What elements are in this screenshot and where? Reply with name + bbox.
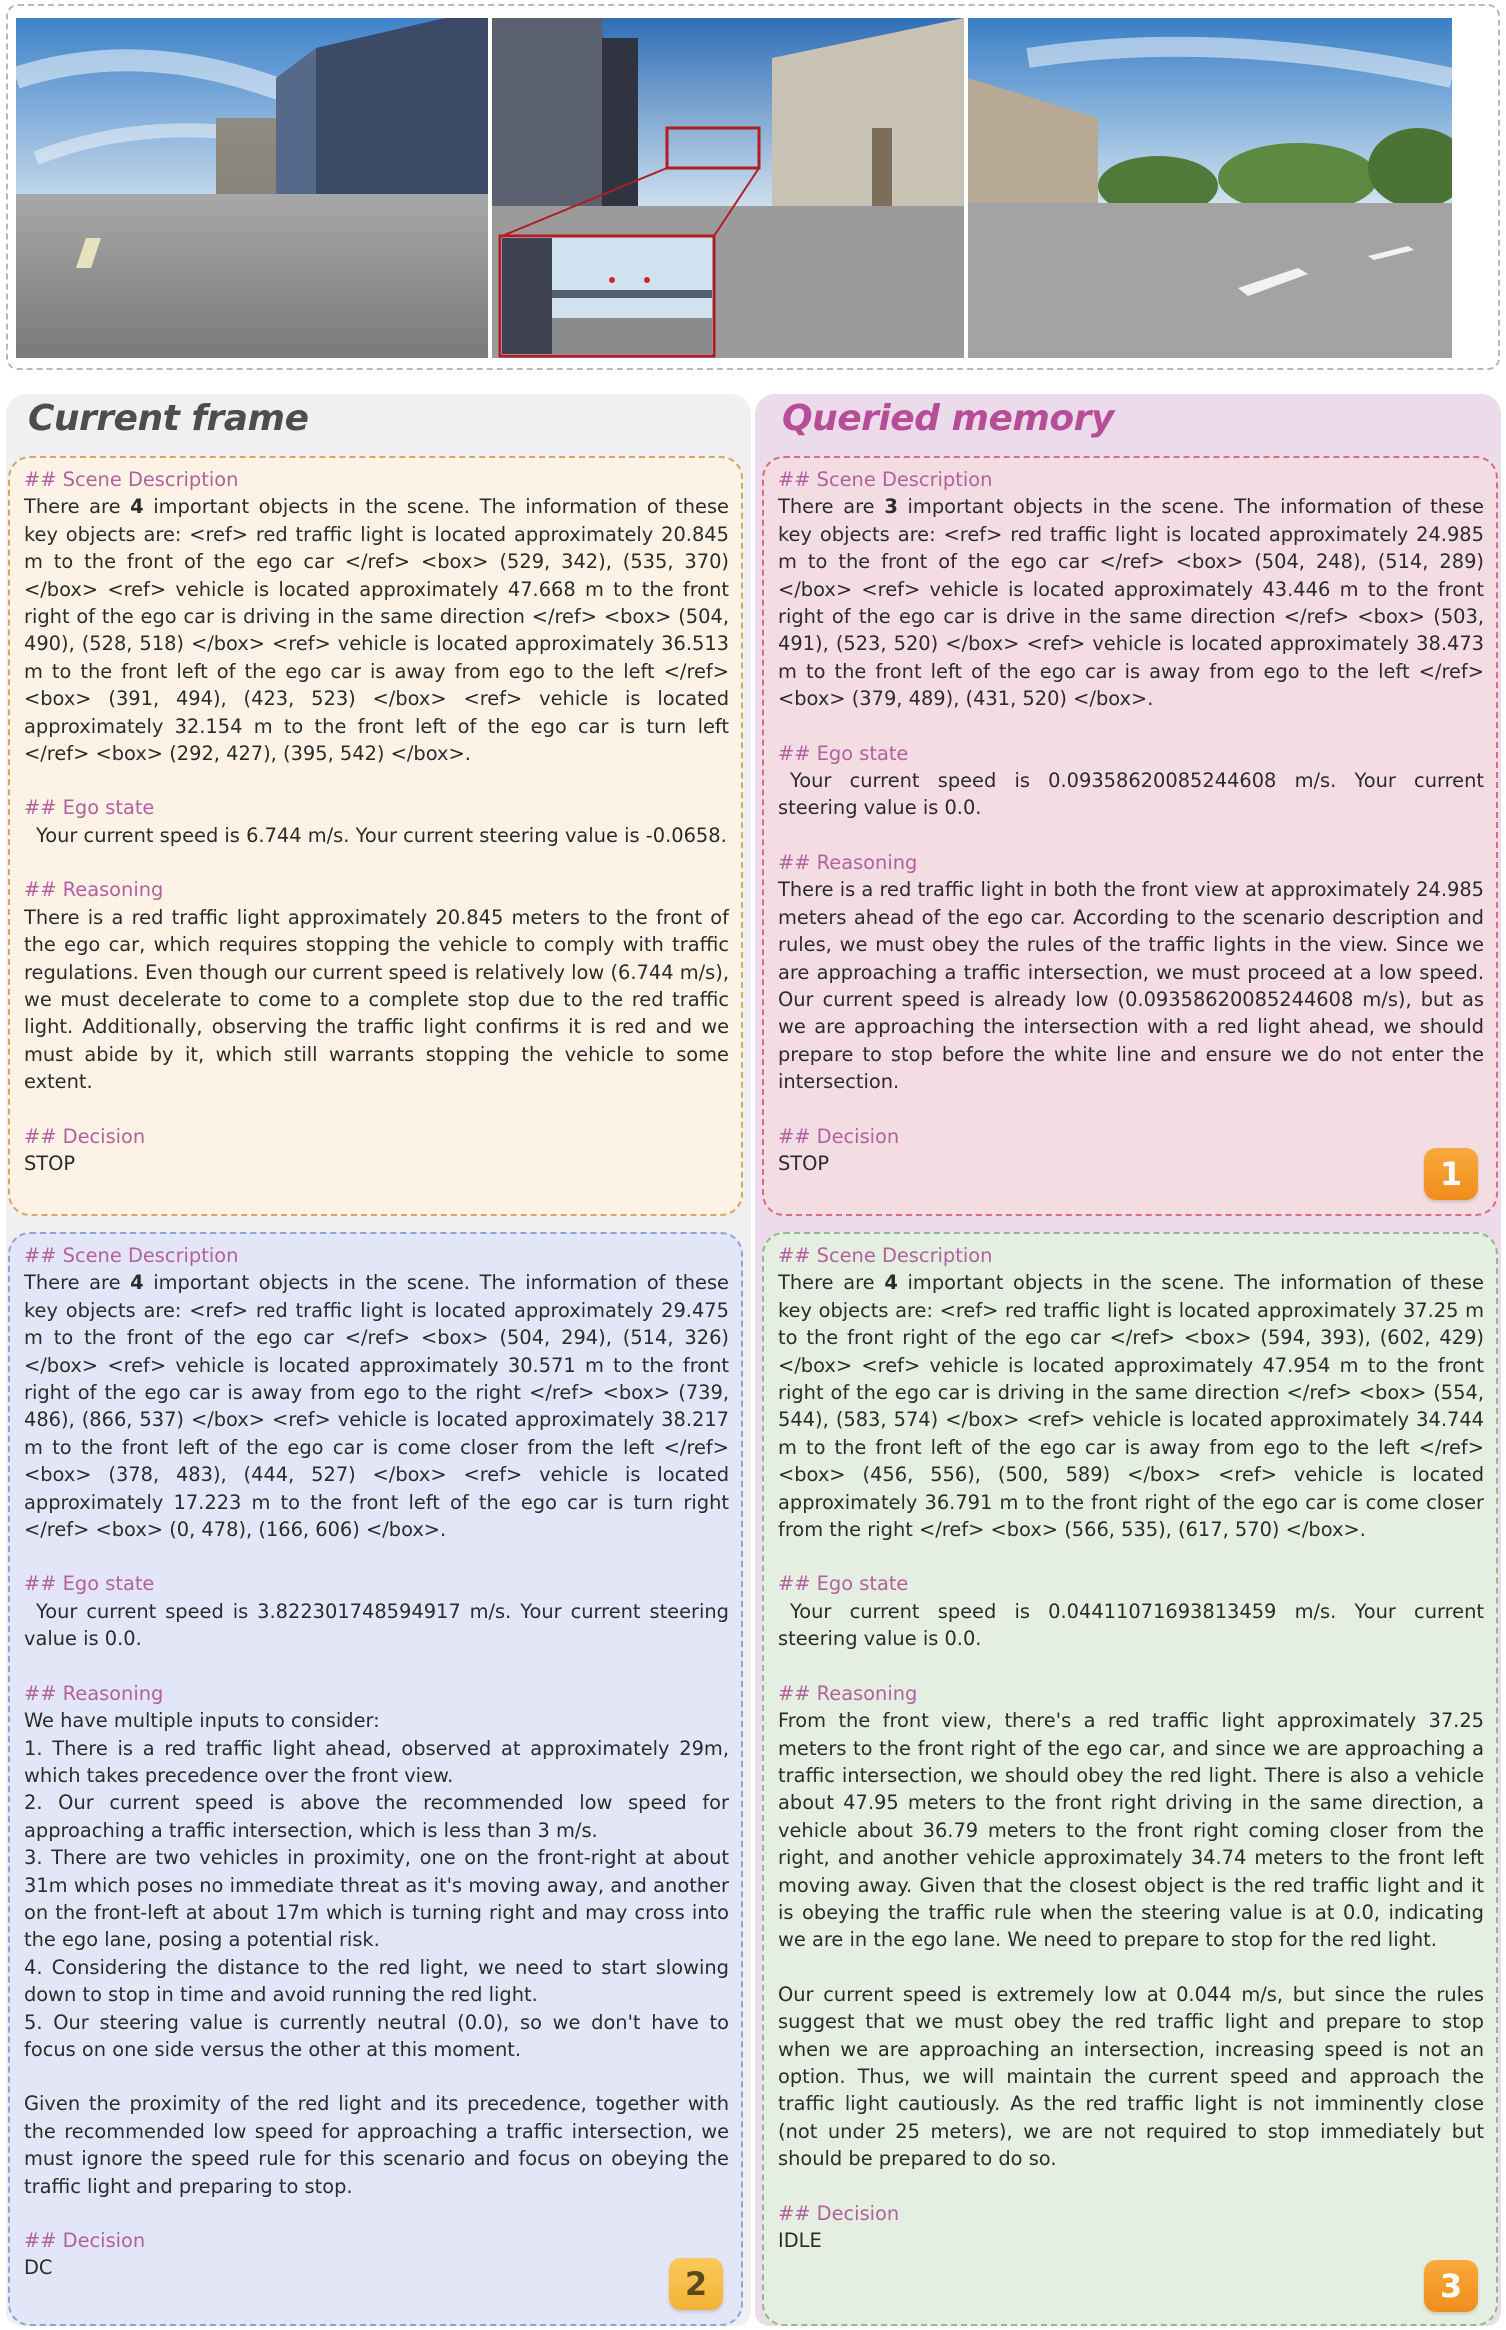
decision-label: ## Decision <box>778 1124 900 1148</box>
ego-state-text: Your current speed is 3.822301748594917 m/s. Your current steering value is 0.0. <box>24 1599 729 1651</box>
memory-rank-badge: 3 <box>1424 2260 1478 2312</box>
current-frame-title: Current frame <box>28 398 309 439</box>
scene-description-text: There are 4 important objects in the scene. The information of these key objects are: <ref> red traffic light is located approximately 20.845 m to the front of the ego car </ref> <box> (529, 342), (535, 370) </box> <ref> vehicle is located approximately 47.668 m to the front right of the ego car is driving in the same direction </ref> <box> (504, 490), (528, 518) </box> <ref> vehicle is located approximately 36.513 m to the front left of the ego car is away from ego to the left </ref> <box> (391, 494), (423, 523) </box> <ref> vehicle is located approximately 32.154 m to the front left of the ego car is turn left </ref> <box> (292, 427), (395, 542) </box>. <box>24 495 729 766</box>
decision-label: ## Decision <box>778 2201 900 2225</box>
reasoning-label: ## Reasoning <box>24 1681 164 1705</box>
scene-description-label: ## Scene Description <box>24 468 239 491</box>
reasoning-intro: We have multiple inputs to consider: <box>24 1709 380 1733</box>
reasoning-text: There is a red traffic light in both the front view at approximately 24.985 meters ahead of the ego car. According to the scenario description and rules, we must obey the rules of the traffic lights in the view. Since we are approaching a traffic intersection, we must proceed at a low speed. Our current speed is already low (0.09358620085244608 m/s), but as we are approaching the intersection with a red light ahead, we should prepare to stop before the white line and ensure we do not enter the intersection. <box>778 878 1484 1094</box>
reasoning-label: ## Reasoning <box>778 1681 918 1705</box>
reasoning-item: 2. Our current speed is above the recommended low speed for approaching a traffic intersection, which is less than 3 m/s. <box>24 1791 729 1842</box>
queried-memory-title: Queried memory <box>782 398 1114 439</box>
reasoning-item: 1. There is a red traffic light ahead, observed at approximately 29m, which takes precedence over the front view. <box>24 1736 729 1787</box>
memory-rank-badge: 1 <box>1424 1148 1478 1200</box>
camera-image-memory-zoom <box>492 18 964 358</box>
scene-description-text: There are 4 important objects in the scene. The information of these key objects are: <ref> red traffic light is located approximately 29.475 m to the front of the ego car </ref> <box> (504, 294), (514, 326) </box> <ref> vehicle is located approximately 30.571 m to the front right of the ego car is away from ego to the right </ref> <box> (739, 486), (866, 537) </box> <ref> vehicle is located approximately 38.217 m to the front left of the ego car is come closer from the left </ref> <box> (378, 483), (444, 527) </box> <ref> vehicle is located approximately 17.223 m to the front left of the ego car is turn right </ref> <box> (0, 478), (166, 606) </box>. <box>24 1271 729 1542</box>
memory-panel-3 <box>762 1232 1498 2326</box>
ego-state-text: Your current speed is 0.09358620085244608 m/s. Your current steering value is 0.0. <box>778 769 1484 820</box>
ego-state-text: Your current speed is 6.744 m/s. Your current steering value is -0.0658. <box>36 823 727 847</box>
camera-image-strip <box>6 4 1500 370</box>
scene-description-text: There are 4 important objects in the scene. The information of these key objects are: <ref> red traffic light is located approximately 37.25 m to the front right of the ego car </ref> <box> (594, 393), (602, 429) </box> <ref> vehicle is located approximately 47.954 m to the front right of the ego car is driving in the same direction </ref> <box> (554, 544), (583, 574) </box> <ref> vehicle is located approximately 34.744 m to the front left of the ego car is away from ego to the left </ref> <box> (456, 556), (500, 589) </box> <ref> vehicle is located approximately 36.791 m to the front right of the ego car is come closer from the right </ref> <box> (566, 535), (617, 570) </box>. <box>778 1271 1484 1542</box>
current-frame-panel <box>8 456 743 1216</box>
decision-value: STOP <box>24 1151 76 1175</box>
decision-value: STOP <box>778 1151 830 1175</box>
object-count: 4 <box>130 495 144 519</box>
decision-label: ## Decision <box>24 1124 146 1148</box>
object-count: 4 <box>884 1271 898 1295</box>
decision-value: DC <box>24 2256 53 2280</box>
object-count: 4 <box>130 1271 144 1295</box>
reasoning-item: 4. Considering the distance to the red light, we need to start slowing down to stop in time and avoid running the red light. <box>24 1955 729 2007</box>
reasoning-item: 5. Our steering value is currently neutral (0.0), so we don't have to focus on one side versus the other at this moment. <box>24 2010 729 2061</box>
memory-panel-2 <box>8 1232 743 2326</box>
scene-description-text: There are 3 important objects in the scene. The information of these key objects are: <ref> red traffic light is located approximately 24.985 m to the front of the ego car </ref> <box> (504, 248), (514, 289) </box> <ref> vehicle is located approximately 43.446 m to the front right of the ego car is drive in the same direction </ref> <box> (503, 491), (523, 520) </box> <ref> vehicle is located approximately 38.473 m to the front left of the ego car is away from ego to the left </ref> <box> (379, 489), (431, 520) </box>. <box>778 495 1484 711</box>
reasoning-conclusion: Given the proximity of the red light and its precedence, together with the recommended low speed for approaching a traffic intersection, we must ignore the speed rule for this scenario and focus on obeying the traffic light and preparing to stop. <box>24 2092 729 2198</box>
reasoning-text-2: Our current speed is extremely low at 0.044 m/s, but since the rules suggest that we must obey the red traffic light and prepare to stop when we are approaching an intersection, increasing speed is not an option. Thus, we will maintain the current speed and approach the traffic light cautiously. As the red traffic light is not imminently close (not under 25 meters), we are not required to stop immediately but should be prepared to do so. <box>778 1982 1484 2171</box>
camera-image-current <box>16 18 488 358</box>
scene-description-label: ## Scene Description <box>24 1244 239 1267</box>
ego-state-label: ## Ego state <box>24 796 155 820</box>
object-count: 3 <box>884 495 898 519</box>
ego-state-text: Your current speed is 0.04411071693813459 m/s. Your current steering value is 0.0. <box>778 1599 1484 1651</box>
reasoning-label: ## Reasoning <box>778 850 918 874</box>
reasoning-text: There is a red traffic light approximately 20.845 meters to the front of the ego car, which requires stopping the vehicle to comply with traffic regulations. Even though our current speed is relatively low (6.744 m/s), we must decelerate to come to a complete stop due to the red traffic light. Additionally, observing the traffic light confirms it is red and we must abide by it, which still warrants stopping the vehicle to some extent. <box>24 905 729 1094</box>
scene-description-label: ## Scene Description <box>778 468 993 491</box>
scene-description-label: ## Scene Description <box>778 1244 993 1267</box>
memory-panel-1 <box>762 456 1498 1216</box>
decision-label: ## Decision <box>24 2229 146 2252</box>
reasoning-label: ## Reasoning <box>24 878 164 902</box>
ego-state-label: ## Ego state <box>778 1572 909 1596</box>
ego-state-label: ## Ego state <box>778 741 909 765</box>
camera-image-memory-2 <box>968 18 1452 358</box>
reasoning-text: From the front view, there's a red traffic light approximately 37.25 meters to the front right of the ego car, and since we are approaching a traffic intersection, we should obey the red light. There is also a vehicle about 47.95 meters to the front right driving in the same direction, a vehicle about 36.79 meters to the front right coming closer from the right, and another vehicle approximately 34.74 meters to the front left moving away. Given that the closest object is the red traffic light and it is obeying the traffic rule when the steering value is at 0.0, indicating we are in the ego lane. We need to prepare to stop for the red light. <box>778 1709 1484 1952</box>
memory-rank-badge: 2 <box>669 2258 723 2310</box>
ego-state-label: ## Ego state <box>24 1572 155 1596</box>
decision-value: IDLE <box>778 2229 822 2252</box>
reasoning-item: 3. There are two vehicles in proximity, one on the front-right at about 31m which poses no immediate threat as it's moving away, and another on the front-left at about 17m which is turning right and may cross into the ego lane, posing a potential risk. <box>24 1846 729 1952</box>
